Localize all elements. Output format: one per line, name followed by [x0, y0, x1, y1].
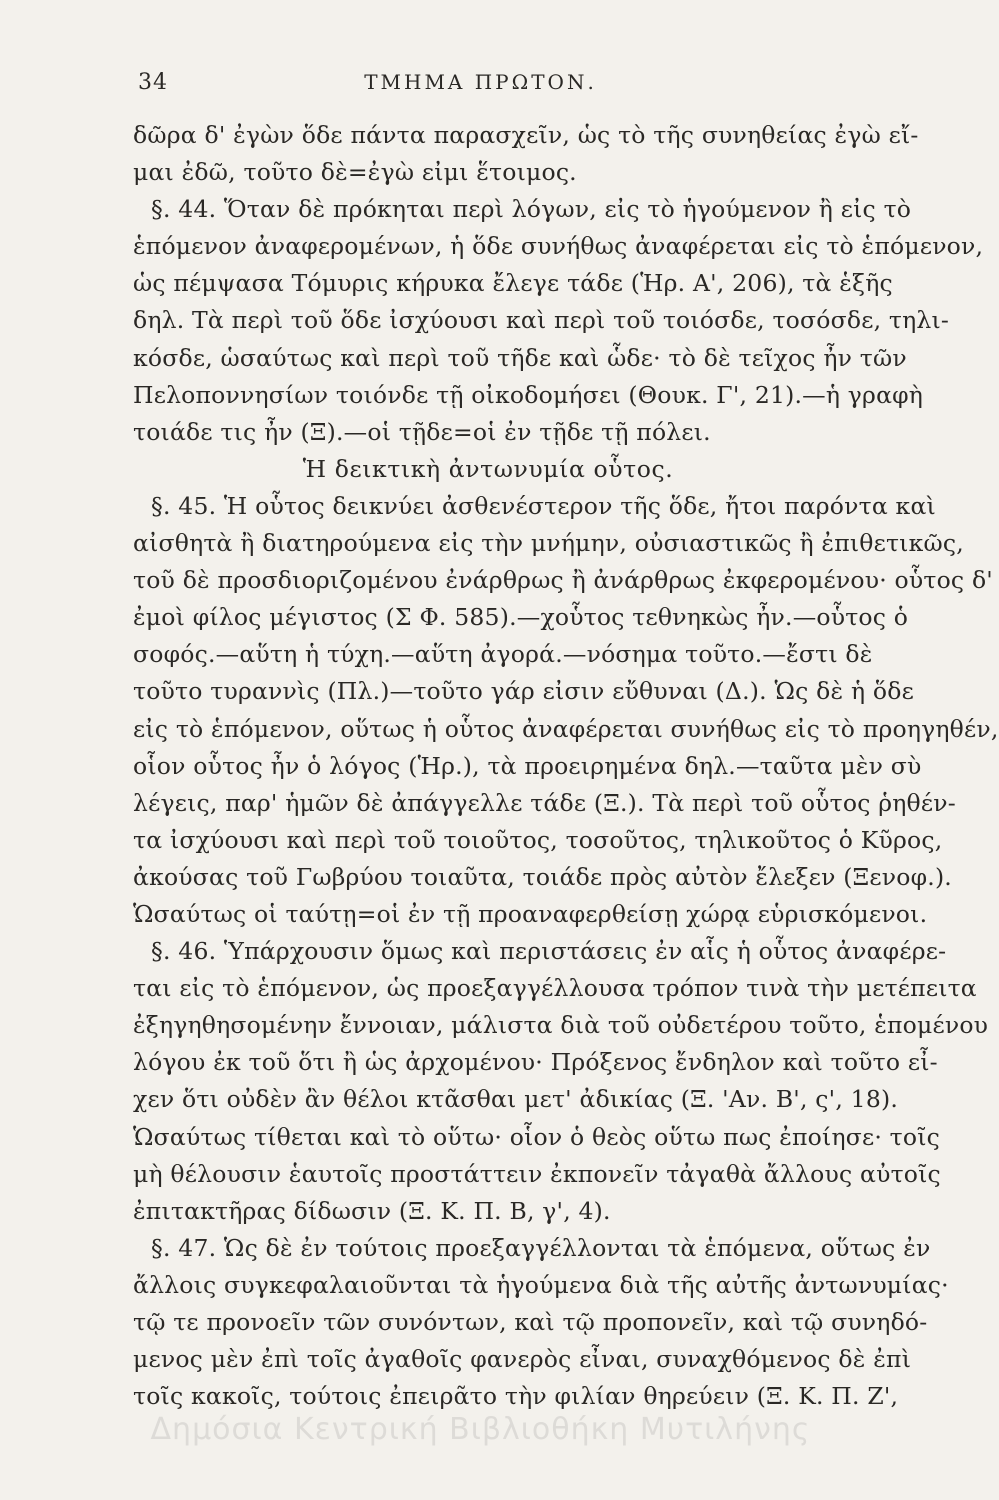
text-line: §. 45. Ἡ οὗτος δεικνύει ἀσθενέστερον τῆς ὅδε, ἤτοι παρόντα καὶ — [151, 491, 936, 520]
text-line: ἐμοὶ φίλος μέγιστος (Σ Φ. 585).—χοὗτος τεθνηκὼς ἦν.—οὗτος ὁ — [133, 603, 909, 632]
text-line: ἄλλοις συγκεφαλαιοῦνται τὰ ἡγούμενα διὰ τῆς αὐτῆς ἀντωνυμίας· — [133, 1270, 949, 1299]
text-line: Ὡσαύτως τίθεται καὶ τὸ οὕτω· οἷον ὁ θεὸς οὕτω πως ἐποίησε· τοῖς — [133, 1122, 940, 1151]
text-line: μὴ θέλουσιν ἑαυτοῖς προστάττειν ἐκπονεῖν τἀγαθὰ ἄλλους αὐτοῖς — [133, 1159, 941, 1188]
text-line: ἀκούσας τοῦ Γωβρύου τοιαῦτα, τοιάδε πρὸς αὐτὸν ἔλεξεν (Ξενοφ.). — [133, 862, 952, 891]
text-line: ὡς πέμψασα Τόμυρις κήρυκα ἔλεγε τάδε (Ἡρ. Α', 206), τὰ ἑξῆς — [133, 269, 893, 298]
text-line: οἷον οὗτος ἦν ὁ λόγος (Ἡρ.), τὰ προειρημένα δηλ.—ταῦτα μὲν σὺ — [133, 751, 922, 780]
text-line: Πελοποννησίων τοιόνδε τῇ οἰκοδομήσει (Θουκ. Γ', 21).—ἡ γραφὴ — [133, 380, 924, 409]
text-line: δηλ. Τὰ περὶ τοῦ ὅδε ἰσχύουσι καὶ περὶ τοῦ τοιόσδε, τοσόσδε, τηλι- — [133, 306, 950, 335]
library-watermark: Δημόσια Κεντρική Βιβλιοθήκη Μυτιλήνης — [150, 1412, 811, 1447]
running-head — [0, 70, 961, 110]
text-line: λόγου ἐκ τοῦ ὅτι ἢ ὡς ἀρχομένου· Πρόξενος ἔνδηλον καὶ τοῦτο εἶ- — [133, 1048, 938, 1077]
text-line: Ὡσαύτως οἱ ταύτῃ=οἱ ἐν τῇ προαναφερθείσῃ χώρᾳ εὑρισκόμενοι. — [133, 899, 928, 928]
text-line: εἰς τὸ ἑπόμενον, οὕτως ἡ οὗτος ἀναφέρεται συνήθως εἰς τὸ προηγηθέν, — [133, 714, 999, 743]
subheading: Ἡ δεικτικὴ ἀντωνυμία οὗτος. — [302, 454, 674, 483]
page-number: 34 — [138, 70, 168, 95]
text-line: ἐπιτακτῆρας δίδωσιν (Ξ. Κ. Π. Β, γ', 4). — [133, 1196, 611, 1225]
text-line: αἰσθητὰ ἢ διατηρούμενα εἰς τὴν μνήμην, οὐσιαστικῶς ἢ ἐπιθετικῶς, — [133, 529, 964, 558]
body-text — [133, 117, 999, 1415]
text-line: τοῦτο τυραννὶς (Πλ.)—τοῦτο γάρ εἰσιν εὔθυναι (Δ.). Ὡς δὲ ἡ ὅδε — [133, 677, 914, 706]
text-line: δῶρα δ' ἐγὼν ὅδε πάντα παρασχεῖν, ὡς τὸ τῆς συνηθείας ἐγὼ εἴ- — [133, 121, 919, 149]
text-line: τα ἰσχύουσι καὶ περὶ τοῦ τοιοῦτος, τοσοῦτος, τηλικοῦτος ὁ Κῦρος, — [133, 825, 943, 854]
text-line: λέγεις, παρ' ἡμῶν δὲ ἀπάγγελλε τάδε (Ξ.). Τὰ περὶ τοῦ οὗτος ῥηθέν- — [133, 788, 956, 817]
text-line: τοῦ δὲ προσδιοριζομένου ἐνάρθρως ἢ ἀνάρθρως ἐκφερομένου· οὗτος δ' — [133, 566, 993, 595]
text-line: τῷ τε προνοεῖν τῶν συνόντων, καὶ τῷ προπονεῖν, καὶ τῷ συνηδό- — [133, 1308, 928, 1336]
text-line: μενος μὲν ἐπὶ τοῖς ἀγαθοῖς φανερὸς εἶναι, συναχθόμενος δὲ ἐπὶ — [133, 1345, 912, 1374]
text-line: §. 47. Ὡς δὲ ἐν τούτοις προεξαγγέλλονται τὰ ἑπόμενα, οὕτως ἐν — [151, 1233, 931, 1262]
text-line: ἐξηγηθησομένην ἔννοιαν, μάλιστα διὰ τοῦ οὐδετέρου τοῦτο, ἑπομένου — [133, 1011, 989, 1040]
section-title: ΤΜΗΜΑ ΠΡΩΤΟΝ. — [364, 70, 597, 94]
text-line: μαι ἐδῶ, τοῦτο δὲ=ἐγὼ εἰμι ἕτοιμος. — [133, 158, 577, 187]
text-line: τοῖς κακοῖς, τούτοις ἐπειρᾶτο τὴν φιλίαν θηρεύειν (Ξ. Κ. Π. Ζ', — [133, 1382, 899, 1411]
text-line: §. 46. Ὑπάρχουσιν ὅμως καὶ περιστάσεις ἐν αἷς ἡ οὗτος ἀναφέρε- — [151, 937, 947, 966]
text-line: κόσδε, ὡσαύτως καὶ περὶ τοῦ τῆδε καὶ ὧδε· τὸ δὲ τεῖχος ἦν τῶν — [133, 343, 907, 372]
text-line: σοφός.—αὕτη ἡ τύχη.—αὕτη ἀγορά.—νόσημα τοῦτο.—ἔστι δὲ — [133, 640, 873, 669]
text-line: χεν ὅτι οὐδὲν ἂν θέλοι κτᾶσθαι μετ' ἀδικίας (Ξ. 'Αν. Β', ς', 18). — [133, 1085, 899, 1114]
text-line: §. 44. Ὅταν δὲ πρόκηται περὶ λόγων, εἰς τὸ ἡγούμενον ἢ εἰς τὸ — [151, 195, 912, 224]
text-line: τοιάδε τις ἦν (Ξ).—οἱ τῇδε=οἱ ἐν τῇδε τῇ πόλει. — [133, 417, 711, 446]
text-line: ται εἰς τὸ ἑπόμενον, ὡς προεξαγγέλλουσα τρόπον τινὰ τὴν μετέπειτα — [133, 974, 977, 1003]
text-line: ἑπόμενον ἀναφερομένων, ἡ ὅδε συνήθως ἀναφέρεται εἰς τὸ ἑπόμενον, — [133, 232, 984, 261]
